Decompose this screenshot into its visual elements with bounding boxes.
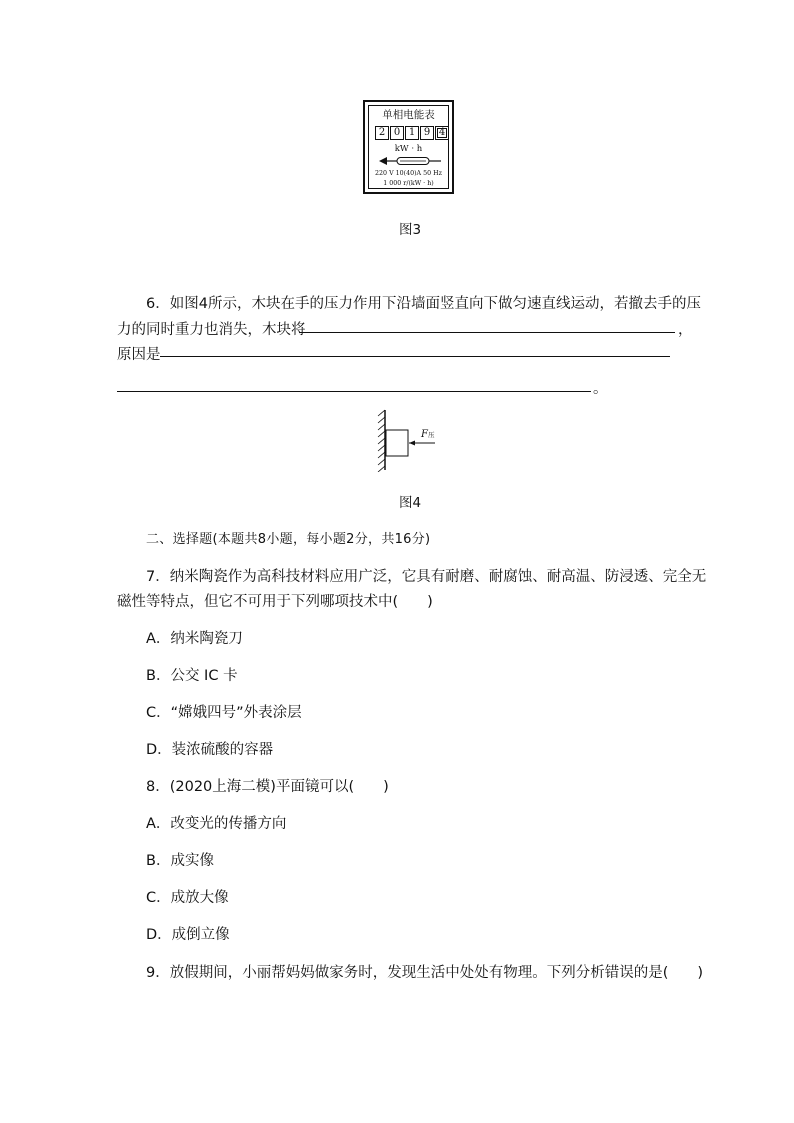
- meter-unit: kW · h: [394, 144, 423, 154]
- meter-digit-decimal: 4: [435, 126, 449, 140]
- force-symbol: F: [421, 429, 428, 440]
- q6-line3: 原因是: [117, 347, 161, 363]
- meter-spec-constant: 1 000 r/(kW · h): [383, 180, 434, 187]
- q7-option-a[interactable]: A．纳米陶瓷刀: [146, 631, 243, 647]
- force-subscript: 压: [427, 431, 435, 439]
- meter-digit: 9: [420, 126, 434, 140]
- meter-spec-ratings: 220 V 10(40)A 50 Hz: [375, 170, 442, 177]
- meter-digits: [375, 126, 450, 140]
- q6-line2: 力的同时重力也消失，木块将: [117, 322, 306, 338]
- meter-digit: 1: [405, 126, 419, 140]
- q9-stem: 9．放假期间，小丽帮妈妈做家务时，发现生活中处处有物理。下列分析错误的是( ): [146, 965, 704, 981]
- q6-answer-blank-1[interactable]: [299, 332, 675, 333]
- wall-hatching: [378, 410, 385, 472]
- q7-option-b[interactable]: B．公交 IC 卡: [146, 668, 238, 684]
- rotation-arrow-icon: [379, 155, 445, 167]
- q8-option-b[interactable]: B．成实像: [146, 853, 214, 869]
- q8-stem: 8．(2020上海二模)平面镜可以( ): [146, 779, 389, 795]
- meter-digit: 0: [390, 126, 404, 140]
- q6-comma: ，: [678, 322, 693, 338]
- q6-answer-blank-3[interactable]: [117, 391, 591, 392]
- q7-line2: 磁性等特点，但它不可用于下列哪项技术中( ): [117, 594, 433, 610]
- q7-option-c[interactable]: C．“嫦娥四号”外表涂层: [146, 705, 302, 721]
- force-arrow-head-icon: [409, 441, 415, 446]
- electricity-meter-figure: [363, 100, 454, 194]
- meter-inner-frame: [368, 105, 449, 189]
- wooden-block: [386, 430, 408, 456]
- q6-period: 。: [593, 381, 608, 397]
- q7-line1: 7．纳米陶瓷作为高科技材料应用广泛，它具有耐磨、耐腐蚀、耐高温、防浸透、完全无: [146, 569, 707, 585]
- meter-digit: 2: [375, 126, 389, 140]
- block-wall-figure: [375, 408, 445, 472]
- q7-option-d[interactable]: D．装浓硫酸的容器: [146, 742, 274, 758]
- figure3-caption: 图3: [399, 222, 422, 238]
- section-heading: 二、选择题(本题共8小题，每小题2分，共16分): [146, 532, 431, 547]
- meter-title: 单相电能表: [382, 109, 435, 121]
- q8-option-c[interactable]: C．成放大像: [146, 890, 229, 906]
- q8-option-d[interactable]: D．成倒立像: [146, 927, 230, 943]
- force-label: [421, 429, 434, 440]
- q8-option-a[interactable]: A．改变光的传播方向: [146, 816, 287, 832]
- figure4-caption: 图4: [399, 495, 422, 511]
- q6-answer-blank-2[interactable]: [160, 356, 670, 357]
- q6-line1: 6．如图4所示，木块在手的压力作用下沿墙面竖直向下做匀速直线运动，若撤去手的压: [146, 296, 701, 312]
